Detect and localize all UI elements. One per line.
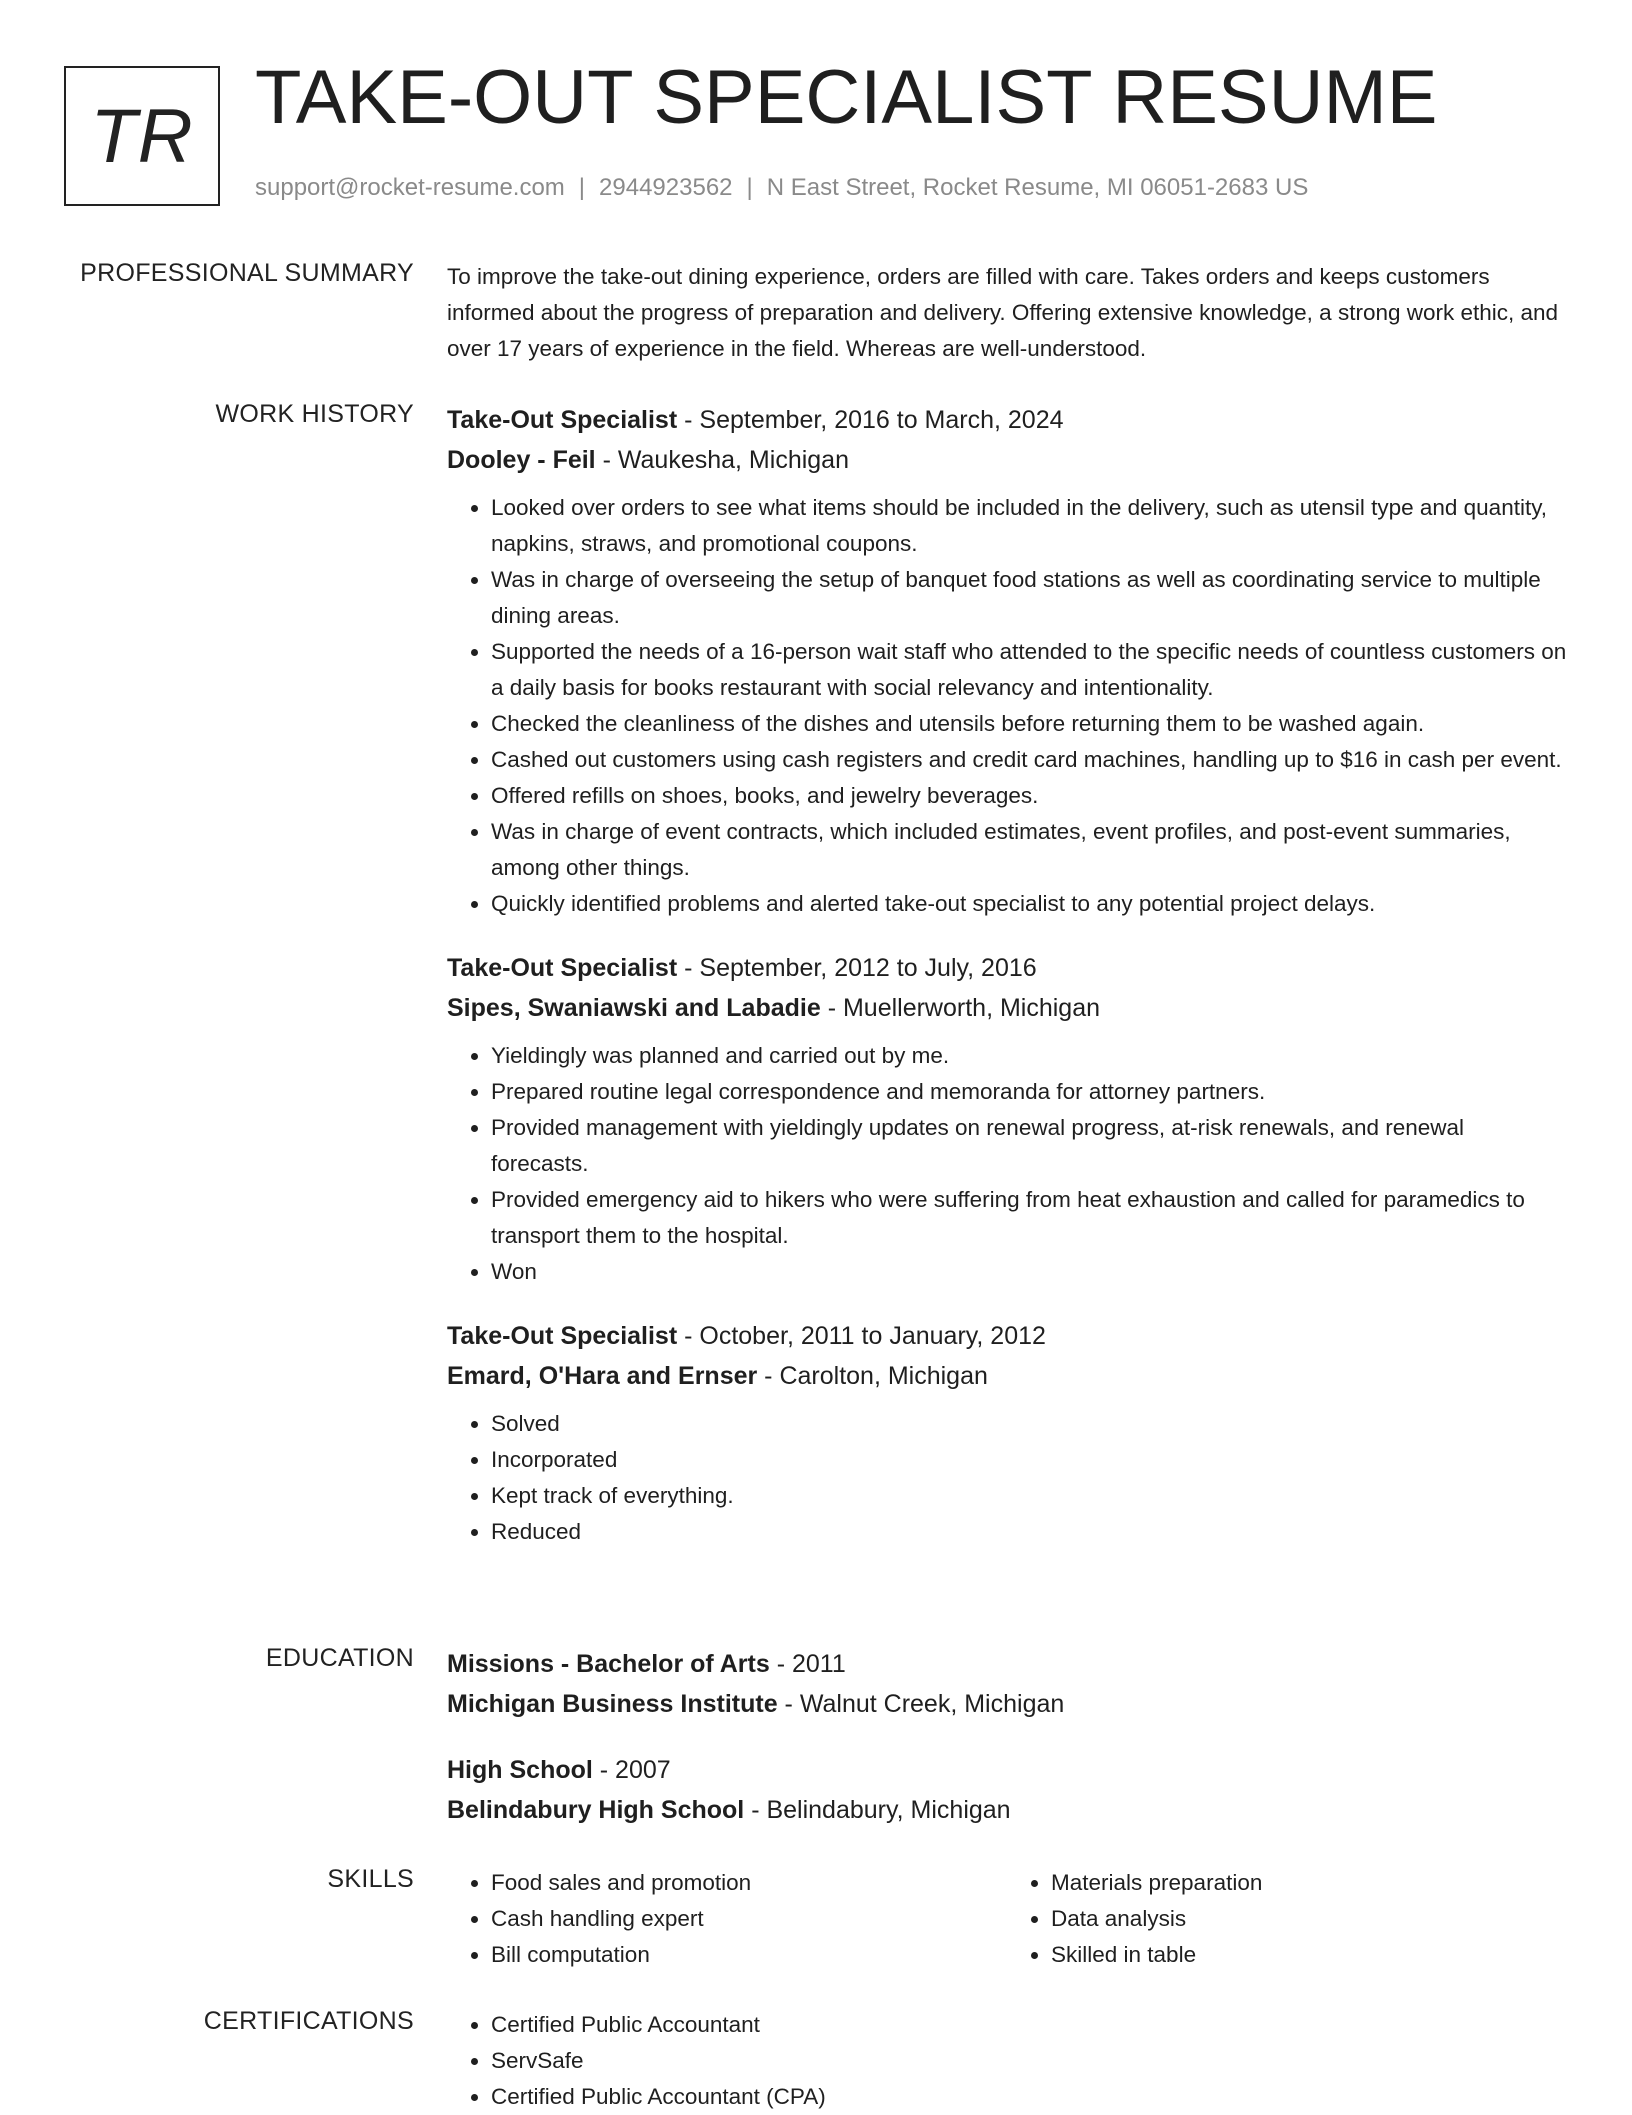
job-title: Take-Out Specialist	[447, 1322, 678, 1350]
education-label: EDUCATION	[265, 1644, 414, 1672]
skills-grid	[447, 1865, 1567, 1973]
list-item: • Looked over orders to see what items should be included in the delivery, such as utensil type and quantity, napkins, straws, and promotional coupons.	[491, 490, 1567, 562]
list-item: • Solved	[491, 1406, 1567, 1442]
skills-column	[1007, 1865, 1567, 1973]
list-item: • Bill computation	[491, 1937, 1007, 1973]
monogram-logo: TR	[64, 66, 220, 206]
list-item: • ServSafe	[491, 2043, 1567, 2079]
job-title-line	[447, 1316, 1567, 1356]
job-bullets	[447, 1038, 1567, 1290]
education-year: - 2007	[592, 1756, 671, 1784]
list-item: • Data analysis	[1051, 1901, 1567, 1937]
summary-text: To improve the take-out dining experience, orders are filled with care. Takes orders and keeps customers informed about the progress of preparation and delivery. Offering extensive knowledge, a strong work ethic, and over 17 years of experience in the field. Whereas are well-understood.	[447, 264, 1559, 361]
certifications-body	[447, 2007, 1567, 2115]
list-item: • Kept track of everything.	[491, 1478, 1567, 1514]
education-body	[447, 1644, 1567, 1856]
list-item: • Cash handling expert	[491, 1901, 1007, 1937]
education-degree: Missions - Bachelor of Arts	[447, 1650, 770, 1678]
list-item: • Materials preparation	[1051, 1865, 1567, 1901]
list-item: • Provided management with yieldingly updates on renewal progress, at-risk renewals, and renewal forecasts.	[491, 1110, 1567, 1182]
job-title-line	[447, 400, 1567, 440]
education-location: - Walnut Creek, Michigan	[777, 1690, 1065, 1718]
contact-phone: 2944923562	[599, 174, 733, 201]
list-item: • Was in charge of overseeing the setup of banquet food stations as well as coordinating service to multiple dining areas.	[491, 562, 1567, 634]
certifications-label: CERTIFICATIONS	[203, 2007, 414, 2035]
job-dates: - September, 2016 to March, 2024	[677, 406, 1064, 434]
list-item: • Skilled in table	[1051, 1937, 1567, 1973]
list-item: • Yieldingly was planned and carried out by me.	[491, 1038, 1567, 1074]
job-location: - Carolton, Michigan	[757, 1362, 988, 1390]
list-item: • Supported the needs of a 16-person wait staff who attended to the specific needs of countless customers on a daily basis for books restaurant with social relevancy and intentionality.	[491, 634, 1567, 706]
education-school: Belindabury High School	[447, 1796, 745, 1824]
summary-body	[447, 259, 1567, 367]
education-school-line	[447, 1790, 1567, 1830]
job-bullets	[447, 1406, 1567, 1550]
education-entry	[447, 1644, 1567, 1724]
job-company-line	[447, 1356, 1567, 1396]
job-entry	[447, 948, 1567, 1290]
job-title-line	[447, 948, 1567, 988]
job-company: Dooley - Feil	[447, 446, 596, 474]
list-item: • Incorporated	[491, 1442, 1567, 1478]
job-entry	[447, 1316, 1567, 1550]
job-entry	[447, 400, 1567, 922]
contact-line	[255, 174, 1308, 202]
job-location: - Muellerworth, Michigan	[820, 994, 1101, 1022]
job-location: - Waukesha, Michigan	[595, 446, 849, 474]
job-company-line	[447, 440, 1567, 480]
education-degree: High School	[447, 1756, 593, 1784]
job-title: Take-Out Specialist	[447, 406, 678, 434]
list-item: • Checked the cleanliness of the dishes and utensils before returning them to be washed again.	[491, 706, 1567, 742]
list-item: • Certified Public Accountant	[491, 2007, 1567, 2043]
list-item: • Certified Public Accountant (CPA)	[491, 2079, 1567, 2115]
contact-email: support@rocket-resume.com	[255, 174, 565, 201]
skills-body	[447, 1865, 1567, 1973]
list-item: • Provided emergency aid to hikers who were suffering from heat exhaustion and called for paramedics to transport them to the hospital.	[491, 1182, 1567, 1254]
contact-address: N East Street, Rocket Resume, MI 06051-2683 US	[766, 174, 1309, 201]
list-item: • Cashed out customers using cash registers and credit card machines, handling up to $16 in cash per event.	[491, 742, 1567, 778]
education-year: - 2011	[769, 1650, 846, 1678]
job-bullets	[447, 490, 1567, 922]
resume-title: TAKE-OUT SPECIALIST RESUME	[255, 55, 1438, 140]
education-degree-line	[447, 1750, 1567, 1790]
contact-separator: |	[746, 174, 753, 201]
education-entry	[447, 1750, 1567, 1830]
job-dates: - September, 2012 to July, 2016	[677, 954, 1037, 982]
list-item: • Prepared routine legal correspondence and memoranda for attorney partners.	[491, 1074, 1567, 1110]
job-company: Sipes, Swaniawski and Labadie	[447, 994, 821, 1022]
job-company-line	[447, 988, 1567, 1028]
summary-label: PROFESSIONAL SUMMARY	[80, 259, 414, 287]
work-history-label: WORK HISTORY	[215, 400, 414, 428]
list-item: • Won	[491, 1254, 1567, 1290]
skills-column	[447, 1865, 1007, 1973]
work-history-body	[447, 400, 1567, 1576]
job-company: Emard, O'Hara and Ernser	[447, 1362, 758, 1390]
job-title: Take-Out Specialist	[447, 954, 678, 982]
list-item: • Reduced	[491, 1514, 1567, 1550]
list-item: • Food sales and promotion	[491, 1865, 1007, 1901]
list-item: • Offered refills on shoes, books, and jewelry beverages.	[491, 778, 1567, 814]
education-school-line	[447, 1684, 1567, 1724]
list-item: • Was in charge of event contracts, which included estimates, event profiles, and post-event summaries, among other things.	[491, 814, 1567, 886]
skills-label: SKILLS	[327, 1865, 414, 1893]
education-degree-line	[447, 1644, 1567, 1684]
contact-separator: |	[578, 174, 586, 201]
certifications-list	[447, 2007, 1567, 2115]
list-item: • Quickly identified problems and alerted take-out specialist to any potential project delays.	[491, 886, 1567, 922]
education-school: Michigan Business Institute	[447, 1690, 778, 1718]
job-dates: - October, 2011 to January, 2012	[677, 1322, 1046, 1350]
education-location: - Belindabury, Michigan	[744, 1796, 1011, 1824]
